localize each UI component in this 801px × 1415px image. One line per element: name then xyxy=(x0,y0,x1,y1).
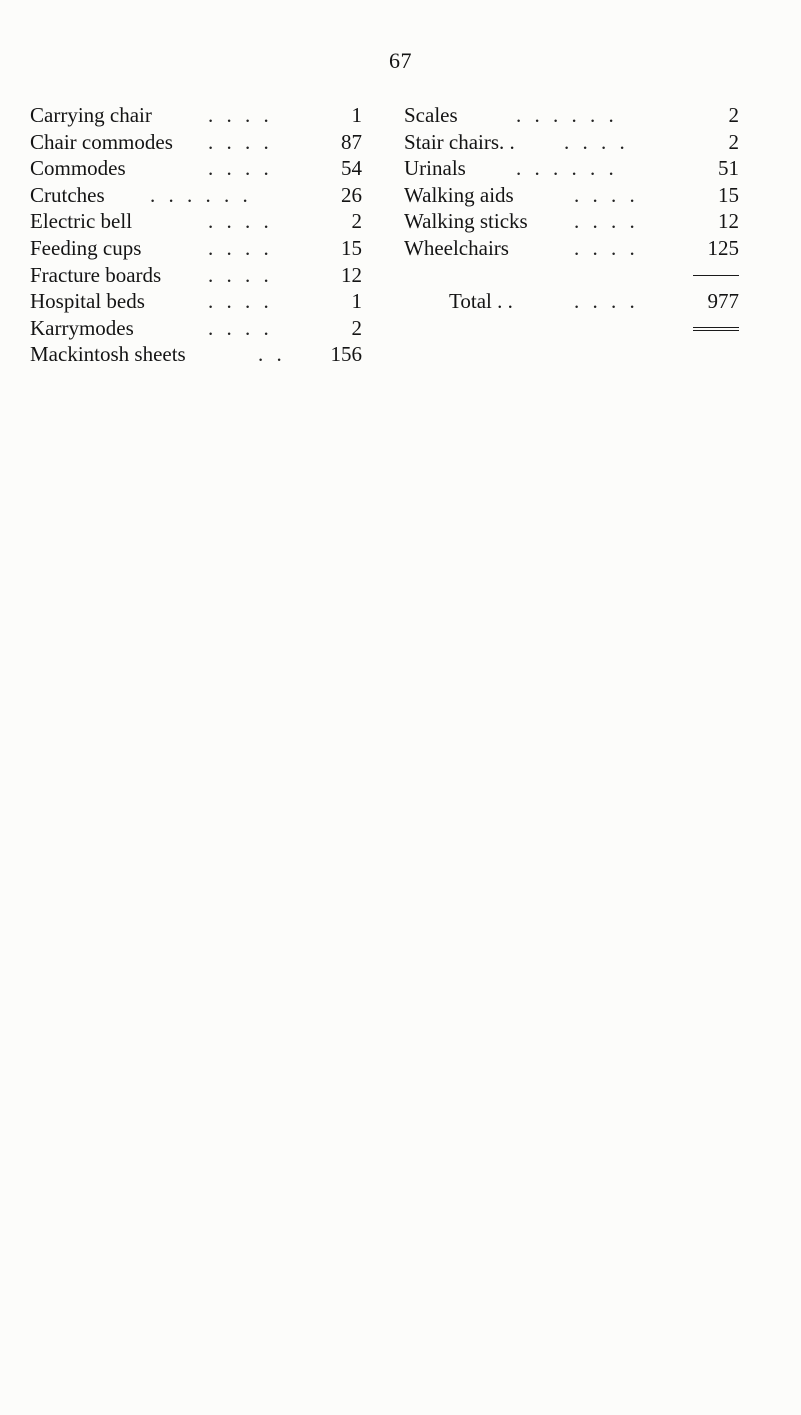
item-label: Urinals xyxy=(404,156,466,181)
item-label: Carrying chair xyxy=(30,103,152,127)
list-item xyxy=(404,155,739,182)
leader-dots: . . . . xyxy=(574,209,639,234)
item-label: Hospital beds xyxy=(30,289,145,314)
item-label: Walking aids xyxy=(404,182,514,207)
leader-dots: . . . . xyxy=(208,289,273,314)
page-number: 67 xyxy=(389,48,412,73)
list-item xyxy=(30,341,362,368)
list-item xyxy=(30,315,362,342)
leader-dots: . . . . xyxy=(574,235,639,260)
leader-dots: . . . . xyxy=(574,182,639,207)
item-count: 1 xyxy=(351,103,362,127)
total-double-rule-row xyxy=(404,315,739,342)
item-count: 2 xyxy=(728,129,739,154)
leader-dots: . . . . xyxy=(208,129,273,154)
item-label: Electric bell xyxy=(30,209,133,234)
item-label: Commodes xyxy=(30,156,126,181)
list-item xyxy=(30,129,362,156)
equipment-list-right xyxy=(404,102,739,341)
item-label: Scales xyxy=(404,103,458,127)
item-label: Feeding cups xyxy=(30,235,142,260)
list-item xyxy=(30,288,362,315)
leader-dots: . . . . xyxy=(208,103,273,127)
list-item xyxy=(404,235,739,262)
item-label: Stair chairs. . xyxy=(404,129,515,154)
item-count: 54 xyxy=(341,156,362,181)
list-item xyxy=(30,182,362,209)
item-label: Chair commodes xyxy=(30,129,173,154)
leader-dots: . . xyxy=(258,342,286,367)
item-count: 1 xyxy=(351,289,362,314)
list-item xyxy=(30,235,362,262)
list-item xyxy=(404,182,739,209)
item-label: Wheelchairs xyxy=(404,235,509,260)
subtotal-rule xyxy=(693,275,739,277)
leader-dots: . . . . xyxy=(208,209,273,234)
item-count: 156 xyxy=(330,342,362,367)
item-count: 125 xyxy=(707,235,739,260)
total-double-rule xyxy=(693,330,739,332)
total-label: Total . . xyxy=(449,289,513,314)
item-count: 26 xyxy=(341,182,362,207)
leader-dots: . . . . xyxy=(208,262,273,287)
item-count: 2 xyxy=(351,209,362,234)
total-row xyxy=(404,288,739,315)
item-count: 2 xyxy=(351,315,362,340)
leader-dots: . . . . xyxy=(208,156,273,181)
item-label: Mackintosh sheets xyxy=(30,342,186,367)
leader-dots: . . . . . . xyxy=(516,156,618,181)
item-label: Fracture boards xyxy=(30,262,162,287)
item-count: 15 xyxy=(341,235,362,260)
list-item xyxy=(404,102,739,129)
item-count: 2 xyxy=(728,103,739,127)
leader-dots: . . . . . . xyxy=(516,103,618,127)
item-count: 12 xyxy=(341,262,362,287)
leader-dots: . . . . xyxy=(564,129,629,154)
list-item xyxy=(30,102,362,129)
item-count: 12 xyxy=(718,209,739,234)
item-label: Crutches xyxy=(30,182,105,207)
total-value: 977 xyxy=(707,289,739,314)
item-count: 87 xyxy=(341,129,362,154)
leader-dots: . . . . . . xyxy=(150,182,252,207)
leader-dots: . . . . xyxy=(208,235,273,260)
leader-dots: . . . . xyxy=(574,289,639,314)
list-item xyxy=(30,262,362,289)
item-label: Walking sticks xyxy=(404,209,528,234)
item-count: 51 xyxy=(718,156,739,181)
list-item xyxy=(30,208,362,235)
list-item xyxy=(30,155,362,182)
list-item xyxy=(404,208,739,235)
subtotal-rule-row xyxy=(404,262,739,289)
equipment-list-left xyxy=(30,102,362,368)
total-double-rule xyxy=(693,327,739,329)
list-item xyxy=(404,129,739,156)
item-count: 15 xyxy=(718,182,739,207)
leader-dots: . . . . xyxy=(208,315,273,340)
item-label: Karrymodes xyxy=(30,315,134,340)
